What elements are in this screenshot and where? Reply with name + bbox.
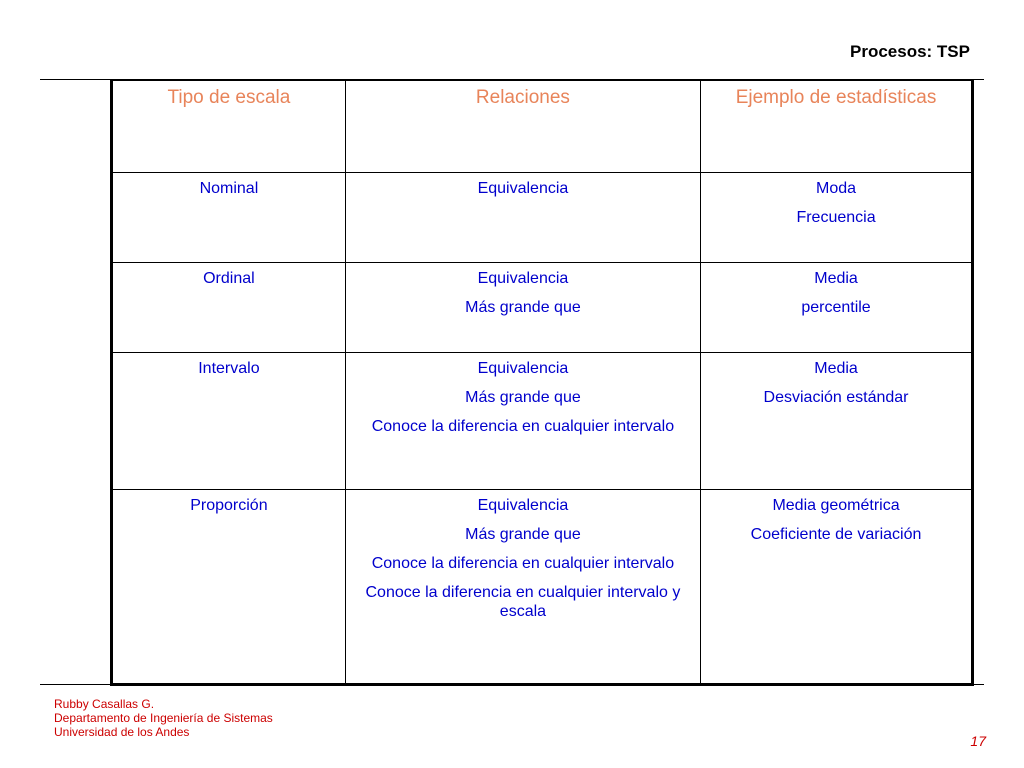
- cell-relaciones: [345, 352, 700, 489]
- cell-text: Más grande que: [465, 525, 581, 543]
- cell-tipo: [112, 489, 346, 684]
- cell-text: Más grande que: [465, 388, 581, 406]
- cell-tipo: [112, 173, 346, 263]
- cell-text: Equivalencia: [477, 359, 569, 377]
- cell-text: Nominal: [199, 180, 259, 197]
- author-university: Universidad de los Andes: [54, 725, 190, 739]
- table-row: [112, 173, 973, 263]
- page-number: 17: [970, 733, 986, 749]
- column-header-relaciones: Relaciones: [345, 81, 700, 173]
- cell-tipo: [112, 352, 346, 489]
- scale-types-table: [110, 80, 974, 686]
- author-name: Rubby Casallas G.: [54, 697, 155, 711]
- table-header-row: [112, 81, 973, 173]
- table-row: [112, 262, 973, 352]
- bottom-divider: [40, 684, 984, 685]
- author-department: Departamento de Ingeniería de Sistemas: [54, 711, 273, 725]
- cell-text: Conoce la diferencia en cualquier intervalo: [371, 417, 675, 435]
- cell-ejemplos: [701, 262, 973, 352]
- column-header-tipo: Tipo de escala: [112, 81, 346, 173]
- table-row: [112, 352, 973, 489]
- column-header-ejemplos: Ejemplo de estadísticas: [701, 81, 973, 173]
- cell-text: Media: [814, 269, 858, 287]
- cell-relaciones: [345, 262, 700, 352]
- cell-text: percentile: [801, 298, 871, 316]
- cell-text: Desviación estándar: [763, 388, 909, 406]
- cell-ejemplos: [701, 489, 973, 684]
- cell-relaciones: [345, 489, 700, 684]
- cell-text: Equivalencia: [477, 269, 569, 287]
- cell-text: Conoce la diferencia en cualquier intervalo: [371, 554, 675, 572]
- cell-text: Proporción: [190, 496, 268, 514]
- cell-text: Moda: [816, 180, 857, 197]
- cell-text: Media geométrica: [772, 496, 900, 514]
- cell-relaciones: [345, 173, 700, 263]
- cell-text: Intervalo: [198, 359, 260, 377]
- table-row: [112, 489, 973, 684]
- cell-text: Más grande que: [465, 298, 581, 316]
- cell-text: Equivalencia: [477, 180, 569, 197]
- cell-text: Ordinal: [203, 269, 255, 287]
- cell-text: Media: [814, 359, 858, 377]
- cell-text: Equivalencia: [477, 496, 569, 514]
- cell-ejemplos: [701, 173, 973, 263]
- cell-text: Coeficiente de variación: [750, 525, 922, 543]
- cell-ejemplos: [701, 352, 973, 489]
- cell-tipo: [112, 262, 346, 352]
- slide-title: Procesos: TSP: [850, 42, 970, 61]
- footer-author: [54, 697, 273, 739]
- cell-text: Conoce la diferencia en cualquier intervalo y escala: [365, 583, 681, 620]
- cell-text: Frecuencia: [796, 209, 876, 226]
